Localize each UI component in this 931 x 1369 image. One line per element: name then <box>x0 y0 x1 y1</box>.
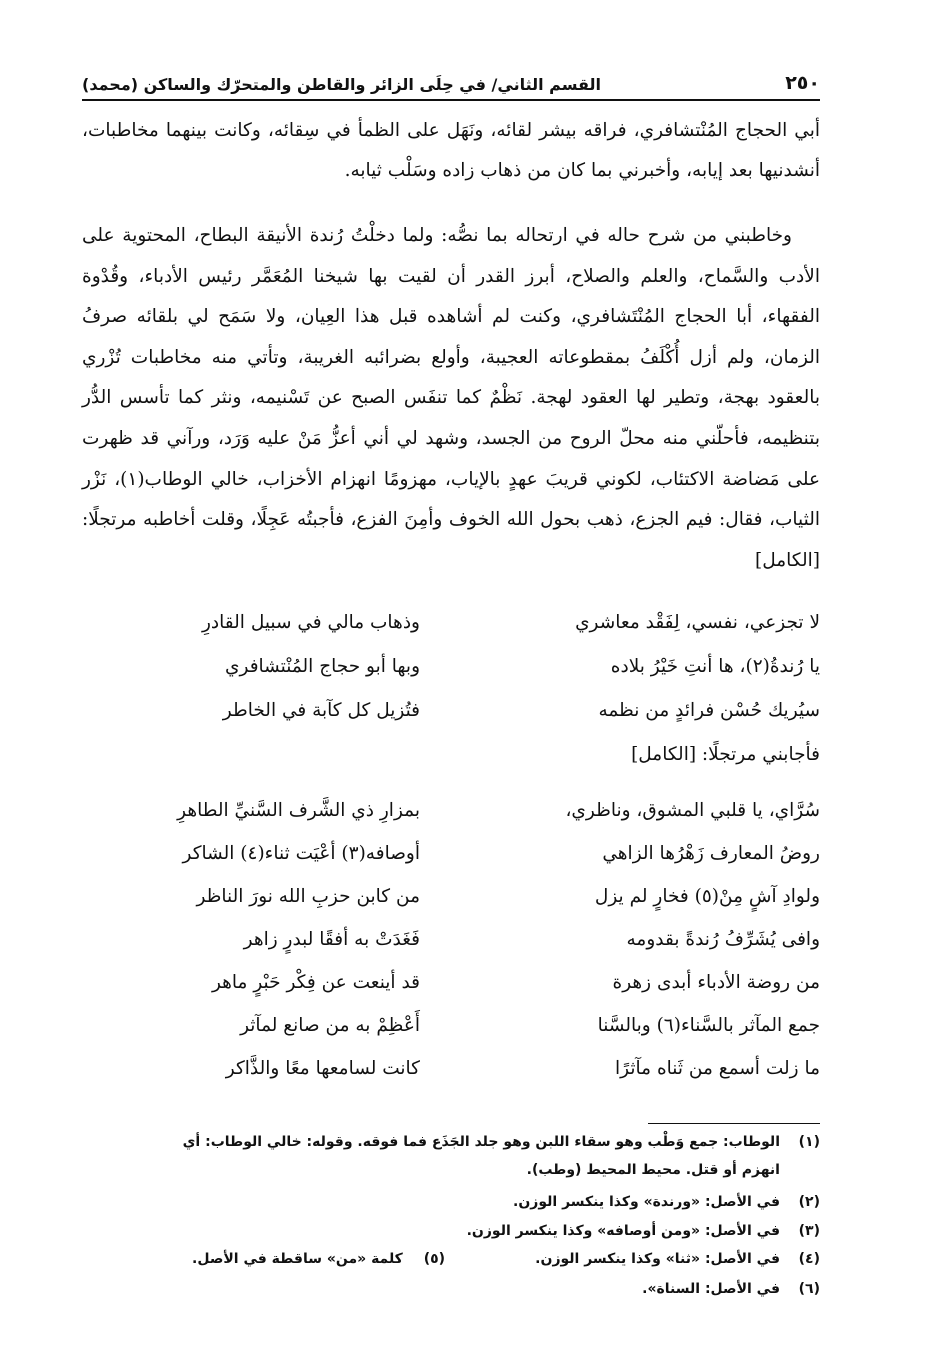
page-header <box>82 60 820 94</box>
hemistich-second: أَعْظِمْ به من صانع لمآثر <box>240 1015 420 1036</box>
hemistich-first: سُرَّاي، يا قلبي المشوق، وناظري، <box>565 800 820 821</box>
footnote-number: (٣) <box>798 1223 820 1239</box>
hemistich-second: بمزارِ ذي الشَّرف السَّنيِّ الطاهرِ <box>177 800 420 821</box>
hemistich-first: جمع المآثر بالسَّناء(٦) وبالسَّنا <box>597 1015 820 1036</box>
hemistich-second: فَغَدَتْ به أفقًا لبدرٍ زاهر <box>243 929 420 950</box>
poem-2-line <box>82 972 820 1008</box>
hemistich-first: ما زلت أسمع من ثَناه مآثرًا <box>615 1058 820 1079</box>
poem-1-line <box>82 700 820 736</box>
hemistich-second: قد أينعت عن فِكْر حَبْرٍ ماهر <box>211 972 420 993</box>
footnote-rule <box>648 1123 820 1124</box>
hemistich-first: ولوادِ آشٍ مِنْ(٥) فخارٍ لم يزل <box>594 886 820 907</box>
running-title: القسم الثاني/ في حِلَى الزائر والقاطن والمتحرّك والساكن (محمد) <box>82 75 602 94</box>
reply-intro: فأجابني مرتجلًا: [الكامل] <box>631 744 820 765</box>
hemistich-second: وذهاب مالي في سبيل القادرِ <box>202 612 420 633</box>
hemistich-first: من روضة الأدباء أبدى زهرة <box>612 972 820 993</box>
footnote-text: في الأصل: «ورندة» وكذا ينكسر الوزن. <box>513 1194 780 1210</box>
footnote-text: انهزم أو قتل. محيط المحيط (وطب). <box>526 1162 780 1178</box>
footnote-text: في الأصل: «ومن أوصافه» وكذا ينكسر الوزن. <box>466 1223 780 1239</box>
hemistich-second: من كابن حزبِ الله نورَ الناظر <box>196 886 420 907</box>
page-number: ٢٥٠ <box>785 72 820 94</box>
poem-2-line <box>82 929 820 965</box>
footnote-number: (١) <box>798 1134 820 1150</box>
hemistich-second: وبها أبو حجاج المُنْتشافري <box>225 656 420 677</box>
footnote-number: (٢) <box>798 1194 820 1210</box>
poem-2-line <box>82 886 820 922</box>
hemistich-first: لا تجزعي، نفسي، لِفَقْد معاشري <box>575 612 820 633</box>
hemistich-first: سيُريك حُسْن فرائدٍ من نظمه <box>598 700 820 721</box>
footnote-number: (٥) <box>423 1251 446 1267</box>
hemistich-first: يا رُندةُ(٢)، ها أنتِ خَيْرُ بلاده <box>610 656 820 677</box>
footnote-5 <box>192 1251 445 1267</box>
footnote-text: الوطاب: جمع وَطْب وهو سقاء اللبن وهو جلد الجَذَع فما فوقه. وقوله: خالي الوطاب: أي <box>182 1134 780 1150</box>
poem-2-line <box>82 843 820 879</box>
footnote-text: في الأصل: السناة». <box>642 1281 780 1297</box>
footnote-text: في الأصل: «ثنا» وكذا ينكسر الوزن. <box>535 1251 780 1267</box>
hemistich-second: أوصافه(٣) أعْيَت ثناء(٤) الشاكر <box>182 843 420 864</box>
poem-1-line <box>82 656 820 692</box>
hemistich-second: فتُزيل كل كآبة في الخاطر <box>222 700 420 721</box>
poem-1-line <box>82 612 820 648</box>
hemistich-second: كانت لسامعها معًا والذَّاكر <box>225 1058 420 1079</box>
footnote-text: كلمة «من» ساقطة في الأصل. <box>192 1251 403 1267</box>
document-page <box>82 0 820 1369</box>
footnote-number: (٤) <box>798 1251 820 1267</box>
poem-2-line <box>82 1015 820 1051</box>
poem-2-line <box>82 1058 820 1094</box>
paragraph-2: وخاطبني من شرح حاله في ارتحاله بما نصُّه: ولما دخلْتُ رُندة الأنيقة البطاح، المحتوية على الأدب والسَّماح، والعلم والصلاح، أبرز القدر أن لقيت بها شيخنا المُعَمَّر رئيس الأدباء، وقُدْوة الفقهاء، أبا الحجاج المُنْتَشافري، وكنت لم أشاهده قبل هذا العِيان، ولا سَمَح لي بلقائه صرفُ الزمان، ولم أزل أُكْلَفُ بمقطوعاته العجيبة، وأولع بضرائبه الغريبة، وتأتي منه مخاطبات تُزْري بالعقود بهجة، وتطير لها العقود لهجة. نَظْمٌ كما تنفَس الصبح عن تَسْنيمه، ونثر كما تأسس الدُّر بتنظيمه، فأحلّني منه محلّ الروح من الجسد، وشهد لي أني أعزُّ مَنْ عليه وَرَد، ورآني قد ظهرت على مَضاضة الاكتئاب، لكوني قريبَ عهدٍ بالإياب، مهزومًا انهزام الأخزاب، خالي الوطاب(١)، نَزْر الثياب، فقال: فيم الجزع، ذهب بحول الله الخوف وأمِنَ الفزع، فأجبتُه عَجِلًا، وقلت أخاطبه مرتجلًا: [الكامل] <box>82 225 820 571</box>
header-rule <box>82 99 820 101</box>
paragraph-1: أبي الحجاج المُنْتشافري، فراقه بيشر لقائه، ونَهَل على الظمأ في سِقائه، وكانت بينهما مخاطبات، أنشدنيها بعد إيابه، وأخبرني بما كان من ذهاب زاده وسَلْب ثيابه. <box>82 120 820 181</box>
poem-2-line <box>82 800 820 836</box>
footnote-number: (٦) <box>798 1281 820 1297</box>
hemistich-first: روضُ المعارف زَهْرُها الزاهي <box>602 843 820 864</box>
hemistich-first: وافى يُشَرِّفُ رُندةً بقدومه <box>626 929 820 950</box>
